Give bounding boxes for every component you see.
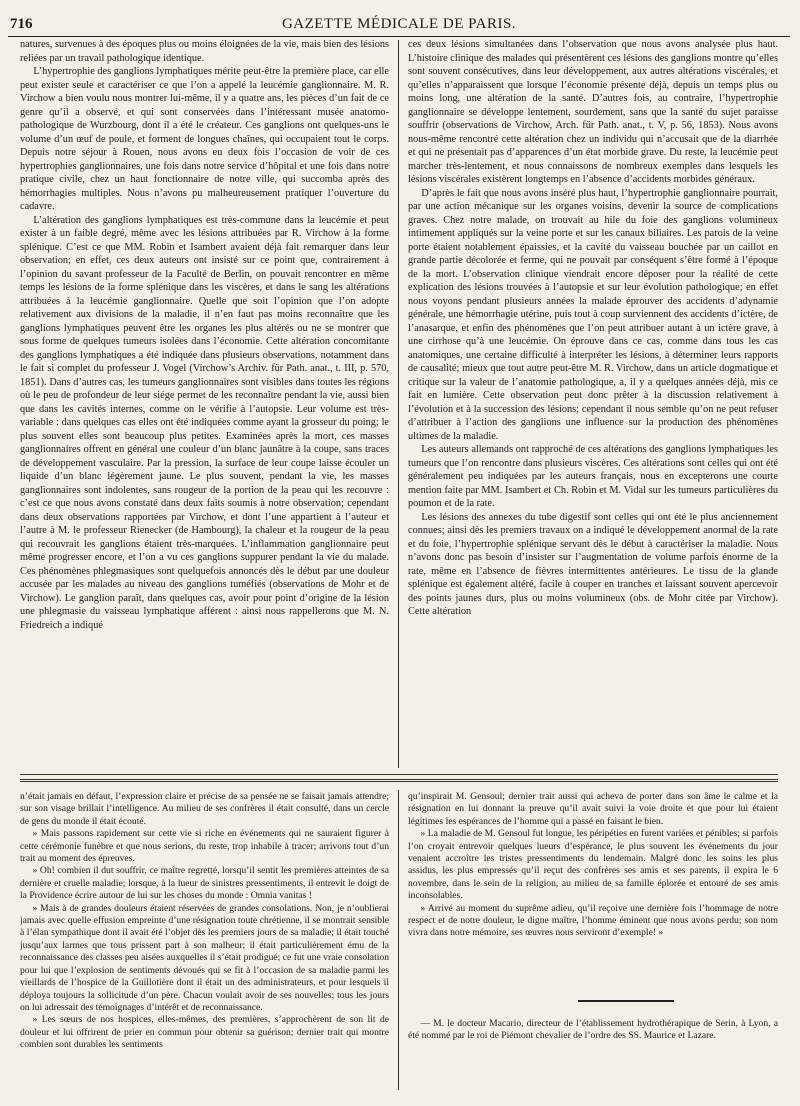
page-number: 716 bbox=[10, 16, 33, 32]
column-divider bbox=[398, 790, 399, 1090]
lower-left-column bbox=[20, 791, 389, 1091]
paragraph: » La maladie de M. Gensoul fut longue, les péripéties en furent variées et pénibles; si parfois l’on croyait entrevoir quelques lueurs d’espérance, le plus souvent les événements du jour venaient accroître les tristes pressentiments du lendemain. Malgré donc les soins les plus assidus, les plus empressés qu’il reçut des confrères ses amis et ses parents, il expira le 6 novembre, dans le sein de la religion, au milieu de sa famille éplorée et entouré de ses amis inconsolables. bbox=[408, 828, 778, 902]
page-header bbox=[8, 14, 790, 37]
paragraph: D’après le fait que nous avons inséré plus haut, l’hypertrophie ganglionnaire pourrait, par une action mécanique sur les organes voisins, devenir la source de complications graves. Chez notre malade, on trouvait au hile du foie des ganglions volumineux intimement appliqués sur la veine porte et sur les canaux biliaires. Les parois de la veine porte étaient notablement épaissies, et la cavité du vaisseau bouchée par un caillot en grande partie décolorée et ferme, qui ne pouvait par conséquent s’être formé à l’époque de la mort. L’observation clinique viendrait encore déposer pour la réalité de cette explication des lésions trouvées à l’autopsie et sur leur évolution pathologique; en effet nous voyons pendant plusieurs années la malade éprouver des accidents d’adynamie générale, une hémorrhagie utérine, puis tout à coup surviennent des accidents d’ictère, de l’anasarque, et enfin des phénomènes que l’on peut attribuer autant à un ictère grave, à une cirrhose qu’à une leucémie. On éprouve dans ce cas, comme dans tous les cas anatomiques, une certaine difficulté à interpréter les lésions, à déterminer leurs rapports de causalité; mieux que tout autre peut-être M. R. Virchow, dans un article dogmatique et critique sur la valeur de l’anatomie pathologique, a, il y a quelques années déjà, mis ce fait en lumière. Cette observation peut donc prêter à la discussion relativement à l’évolution et à la succession des lésions; cependant il nous semble qu’on ne peut refuser d’attribuer à l’action des ganglions une influence sur la production des phénomènes ultimes de la maladie. bbox=[408, 187, 778, 442]
upper-right-column bbox=[408, 38, 778, 768]
paragraph: Les lésions des annexes du tube digestif sont celles qui ont été le plus anciennement connues; ainsi dès les premiers travaux on a indiqué le développement anormal de la rate et du foie, l’hypertrophie splénique servant dès le début à caractériser la maladie. Nous n’avons donc pas besoin d’insister sur l’augmentation de volume parfois énorme de la rate, même en l’absence de fièvres intermittentes antérieures. Le tissu de la glande splénique est également altéré, facile à couper en tranches et laissant souvent apercevoir des points jaunes durs, plus ou moins volumineux (obs. de Mohr citée par Virchow). Cette altération bbox=[408, 511, 778, 617]
paragraph: qu’inspirait M. Gensoul; dernier trait aussi qui acheva de porter dans son âme le calme et la résignation en lui donnant la preuve qu’il avait suivi la voie droite et que pour lui étaient légitimes les espérances de l’homme qui a passé en faisant le bien. bbox=[408, 791, 778, 827]
paragraph: natures, survenues à des époques plus ou moins éloignées de la vie, mais bien des lésions reliées par un travail pathologique identique. bbox=[20, 39, 389, 64]
paragraph: » Les sœurs de nos hospices, elles-mêmes, des premières, s’approchèrent de son lit de douleur et lui offrirent de prier en commun pour obtenir sa guérison; dernier trait qui montre combien sont durables les sentiments bbox=[20, 1014, 389, 1051]
paragraph: n’était jamais en défaut, l’expression claire et précise de sa pensée ne se faisait jamais attendre; sur son visage brillait l’intelligence. Au milieu de ses confrères il était consulté, dans un cercle de gens du monde il était écouté. bbox=[20, 791, 389, 827]
journal-title: GAZETTE MÉDICALE DE PARIS. bbox=[281, 16, 517, 32]
paragraph: » Mais à de grandes douleurs étaient réservées de grandes consolations. Non, je n’oublierai jamais avec quelle effusion empreinte d’une résignation toute chrétienne, il se montrait sensible à l’élan sympathique dont il avait été l’objet dès les premiers jours de sa maladie; il était touché jusqu’aux larmes que tous prissent part à son malheur; il était particulièrement ému de la reconnaissance des classes peu aisées auxquelles il s’était prodigué; ce fut une vraie consolation pour lui que l’explosion de sentiments dévoués qui se fit à l’occasion de sa maladie parmi les vieillards de l’hospice de la Guillotière dont il était un des administrateurs, et pour lesquels il déploya toujours la sollicitude d’un père. Chacun voulait avoir de ses nouvelles; tous les jours on lui adressait des témoignages d’intérêt et de reconnaissance. bbox=[20, 902, 389, 1013]
upper-left-column bbox=[20, 38, 389, 768]
column-divider bbox=[398, 40, 399, 768]
paragraph: » Mais passons rapidement sur cette vie si riche en événements qui ne sauraient figurer à cette cérémonie funèbre et que nous serions, du reste, trop inhabile à tracer; arrivons tout d’un trait au moment des épreuves. bbox=[20, 828, 389, 865]
news-note bbox=[408, 1018, 778, 1078]
lower-right-column bbox=[408, 791, 778, 971]
feuilleton-rule bbox=[20, 779, 778, 782]
paragraph: Les auteurs allemands ont rapproché de ces altérations des ganglions lymphatiques les tumeurs que l’on rencontre dans plusieurs viscères. Ces altérations sont celles qui ont été généralement peu indiquées par les auteurs français, nous en excepterons une courte mention faite par MM. Isambert et Ch. Robin et M. Vidal sur les tumeurs particulières du poumon et de la rate. bbox=[408, 444, 778, 509]
section-rule bbox=[20, 774, 778, 775]
separator-rule bbox=[578, 1000, 674, 1002]
paragraph: » Arrivé au moment du suprême adieu, qu’il reçoive une dernière fois l’hommage de notre respect et de notre douleur, le digne maître, l’homme éminent que nous avons perdu; son nom vivra dans notre mémoire, ses œuvres nous serviront d’exemple! » bbox=[408, 902, 778, 939]
paragraph: L’altération des ganglions lymphatiques est très-commune dans la leucémie et peut exister à un faible degré, même avec les lésions attribuées par R. Virchow à la forme splénique. C’est ce que MM. Robin et Isambert avaient déjà fait remarquer dans leur observation; en effet, ces deux auteurs ont insisté sur ce point que, contrairement à l’opinion du savant professeur de la Faculté de Berlin, on pouvait rencontrer en même temps les lésions de la forme splénique dans les viscères, et dans le sang les altérations attribuées à la leucémie ganglionnaire. Quelle que soit l’opinion que l’on adopte relativement aux divisions de la maladie, il n’en faut pas moins reconnaître que les ganglions lymphatiques peuvent être les organes les plus altérés ou ne se montrer que sous forme de quelques tumeurs isolées dans l’économie. Cette altération concomitante des ganglions lymphatiques a été indiquée dans plusieurs observations, notamment dans le fait si complet du professeur J. Vogel (Virchow’s Archiv. für Path. anat., t. III, p. 570, 1851). Dans d’autres cas, les tumeurs ganglionnaires sont visibles dans toutes les régions où le peu de profondeur de leur siége permet de les reconnaître pendant la vie, aussi bien que dans les cavités internes, comme on le vérifie à l’autopsie. Leur volume est très-variable : dans quelques cas elles ont été indiquées comme ayant la grosseur du poing; le plus souvent elles sont beaucoup plus petites. Examinées après la mort, ces masses ganglionnaires offrent en général une couleur d’un blanc jaunâtre à la coupe, sans traces de développement vasculaire. Par la pression, la surface de leur coupe laisse écouler un liquide d’un blanc légèrement jaune. Le plus souvent, pendant la vie, les masses ganglionnaires sont indolentes, sans rougeur de la portion de la peau qui les recouvre : c’est ce que nous avons constaté dans deux faits soumis à notre observation; cependant dans deux observations rapportées par Virchow, et dont l’une appartient à l’auteur et l’autre à M. le professeur Rienecker (de Hambourg), la chaleur et la rougeur de la peau qui recouvrait les ganglions étaient très-marquées. L’inflammation ganglionnaire peut même progresser encore, et l’on a vu ces ganglions suppurer pendant la vie du malade. Ces phénomènes phlegmasiques sont quelquefois annoncés dès le début par une douleur accusée par les malades au niveau des ganglions tuméfiés (observations de Mohr et de Virchow). Le ganglion paraît, dans quelques cas, avoir pour point d’origine de la lésion une phlegmasie du vaisseau lymphatique afférent : ainsi nous rappellerons que M. N. Friedreich a indiqué bbox=[20, 214, 389, 631]
paragraph: — M. le docteur Macario, directeur de l’établissement hydrothérapique de Serin, à Lyon, a été nommé par le roi de Piémont chevalier de l’ordre des SS. Maurice et Lazare. bbox=[408, 1018, 778, 1042]
paragraph: ces deux lésions simultanées dans l’observation que nous avons analysée plus haut. L’histoire clinique des malades qui présentèrent ces lésions des ganglions montre qu’elles sont souvent consécutives, dans leur développement, aux autres altérations viscérales, et qu’elles n’apparaissent que lorsque l’économie présente déjà, depuis un temps plus ou moins long, une altération de la santé. D’autres fois, au contraire, l’hypertrophie ganglionnaire se développe lentement, sourdement, sans que la santé du sujet paraisse souffrir (observations de Virchow, Arch. für Path. anat., t. V, p. 56, 1853). Nous avons nous-même rencontré cette altération chez un individu qui n’accusait que de la diarrhée et qui ne présentait pas d’apparences d’un état morbide grave. Du reste, la leucémie peut marcher très-lentement, et nous connaissons de nombreux exemples dans lesquels les lésions viscérales existèrent longtemps en l’absence d’accidents morbides généraux. bbox=[408, 39, 778, 185]
paragraph: » Oh! combien il dut souffrir, ce maître regretté, lorsqu’il sentit les premières atteintes de sa dernière et cruelle maladie; lorsque, à la lueur de sinistres pressentiments, il entrevit le doigt de la Providence écrire autour de lui sur les choses du monde : Omnia vanitas ! bbox=[20, 865, 389, 902]
paragraph: L’hypertrophie des ganglions lymphatiques mérite peut-être la première place, car elle peut exister seule et caractériser ce que l’on a appelé la leucémie ganglionnaire. M. R. Virchow a bien voulu nous montrer lui-même, il y a quatre ans, les pièces d’un fait de ce genre qu’il a observé, et qui sont conservées dans l’intéressant musée anatomo-pathologique de Wurzbourg, dont il a été le créateur. Ces ganglions ont quelques-uns le volume d’un œuf de poule, et forment de longues chaînes, qui occupaient tout le corps. Depuis notre séjour à Rouen, nous avons eu deux fois l’occasion de voir de ces hypertrophies ganglionnaires, une fois dans notre service d’hôpital et une fois dans notre pratique civile, chez un haut fonctionnaire de notre ville, qui succomba après des hémorrhagies multiples. Nous n’avons pu malheureusement pratiquer l’ouverture du cadavre. bbox=[20, 66, 389, 212]
